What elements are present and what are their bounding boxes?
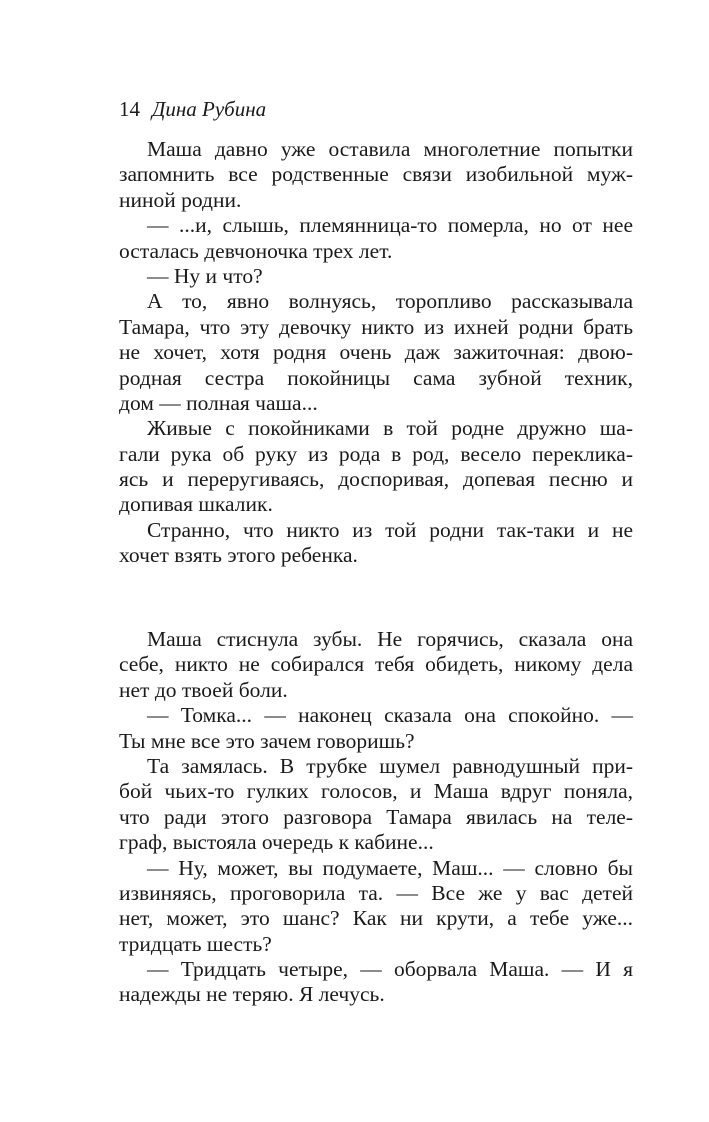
text-line: бой чьих-то гулких голосов, и Маша вдруг поняла,: [119, 779, 633, 804]
text-line: Маша давно уже оставила многолетние попытки: [147, 137, 633, 161]
text-line: допивая шкалик.: [119, 492, 273, 517]
text-line: нет, может, это шанс? Как ни крути, а тебе уже...: [119, 906, 633, 931]
page-number: 14: [119, 97, 140, 121]
text-line: ясь и переругиваясь, доспоривая, допевая песню и: [119, 467, 633, 492]
text-line: осталась девчоночка трех лет.: [119, 238, 393, 263]
text-line: — Ну, может, вы подумаете, Маш... — словно бы: [147, 855, 633, 880]
text-line: ниной родни.: [119, 187, 242, 212]
text-block-2: [119, 627, 633, 1008]
text-line: Ты мне все это зачем говоришь?: [119, 728, 415, 753]
text-line: — Томка... — наконец сказала она спокойно. —: [147, 703, 633, 728]
text-line: себе, никто не собирался тебя обидеть, никому дела: [119, 652, 633, 677]
text-block-1: [119, 137, 633, 569]
running-title-author: Дина Рубина: [152, 97, 267, 121]
text-line: — Тридцать четыре, — оборвала Маша. — И я: [147, 957, 633, 982]
text-line: извиняясь, проговорила та. — Все же у вас детей: [119, 880, 633, 905]
text-line: нет до твоей боли.: [119, 677, 288, 702]
text-line: Та замялась. В трубке шумел равнодушный при-: [147, 753, 633, 778]
text-line: родная сестра покойницы сама зубной техник,: [119, 365, 633, 390]
text-line: запомнить все родственные связи изобильной муж-: [119, 162, 633, 187]
running-header: [119, 95, 266, 123]
text-line: дом — полная чаша...: [119, 390, 318, 415]
text-line: — Ну и что?: [147, 263, 263, 288]
text-line: Тамара, что эту девочку никто из ихней родни брать: [119, 314, 633, 339]
text-line: тридцать шесть?: [119, 931, 272, 956]
text-line: гали рука об руку из рода в род, весело переклика-: [119, 441, 633, 466]
text-line: — ...и, слышь, племянница-то померла, но от нее: [147, 213, 633, 238]
text-line: надежды не теряю. Я лечусь.: [119, 982, 385, 1007]
text-line: Живые с покойниками в той родне дружно ша-: [147, 416, 633, 441]
text-line: что ради этого разговора Тамара явилась на теле-: [119, 804, 633, 829]
text-line: хочет взять этого ребенка.: [119, 543, 358, 568]
text-line: Маша стиснула зубы. Не горячись, сказала она: [147, 627, 633, 651]
text-line: не хочет, хотя родня очень даж зажиточная: двою-: [119, 340, 633, 365]
text-line: Странно, что никто из той родни так-таки и не: [147, 517, 633, 542]
text-line: граф, выстояла очередь к кабине...: [119, 830, 434, 855]
text-line: А то, явно волнуясь, торопливо рассказывала: [147, 289, 633, 314]
